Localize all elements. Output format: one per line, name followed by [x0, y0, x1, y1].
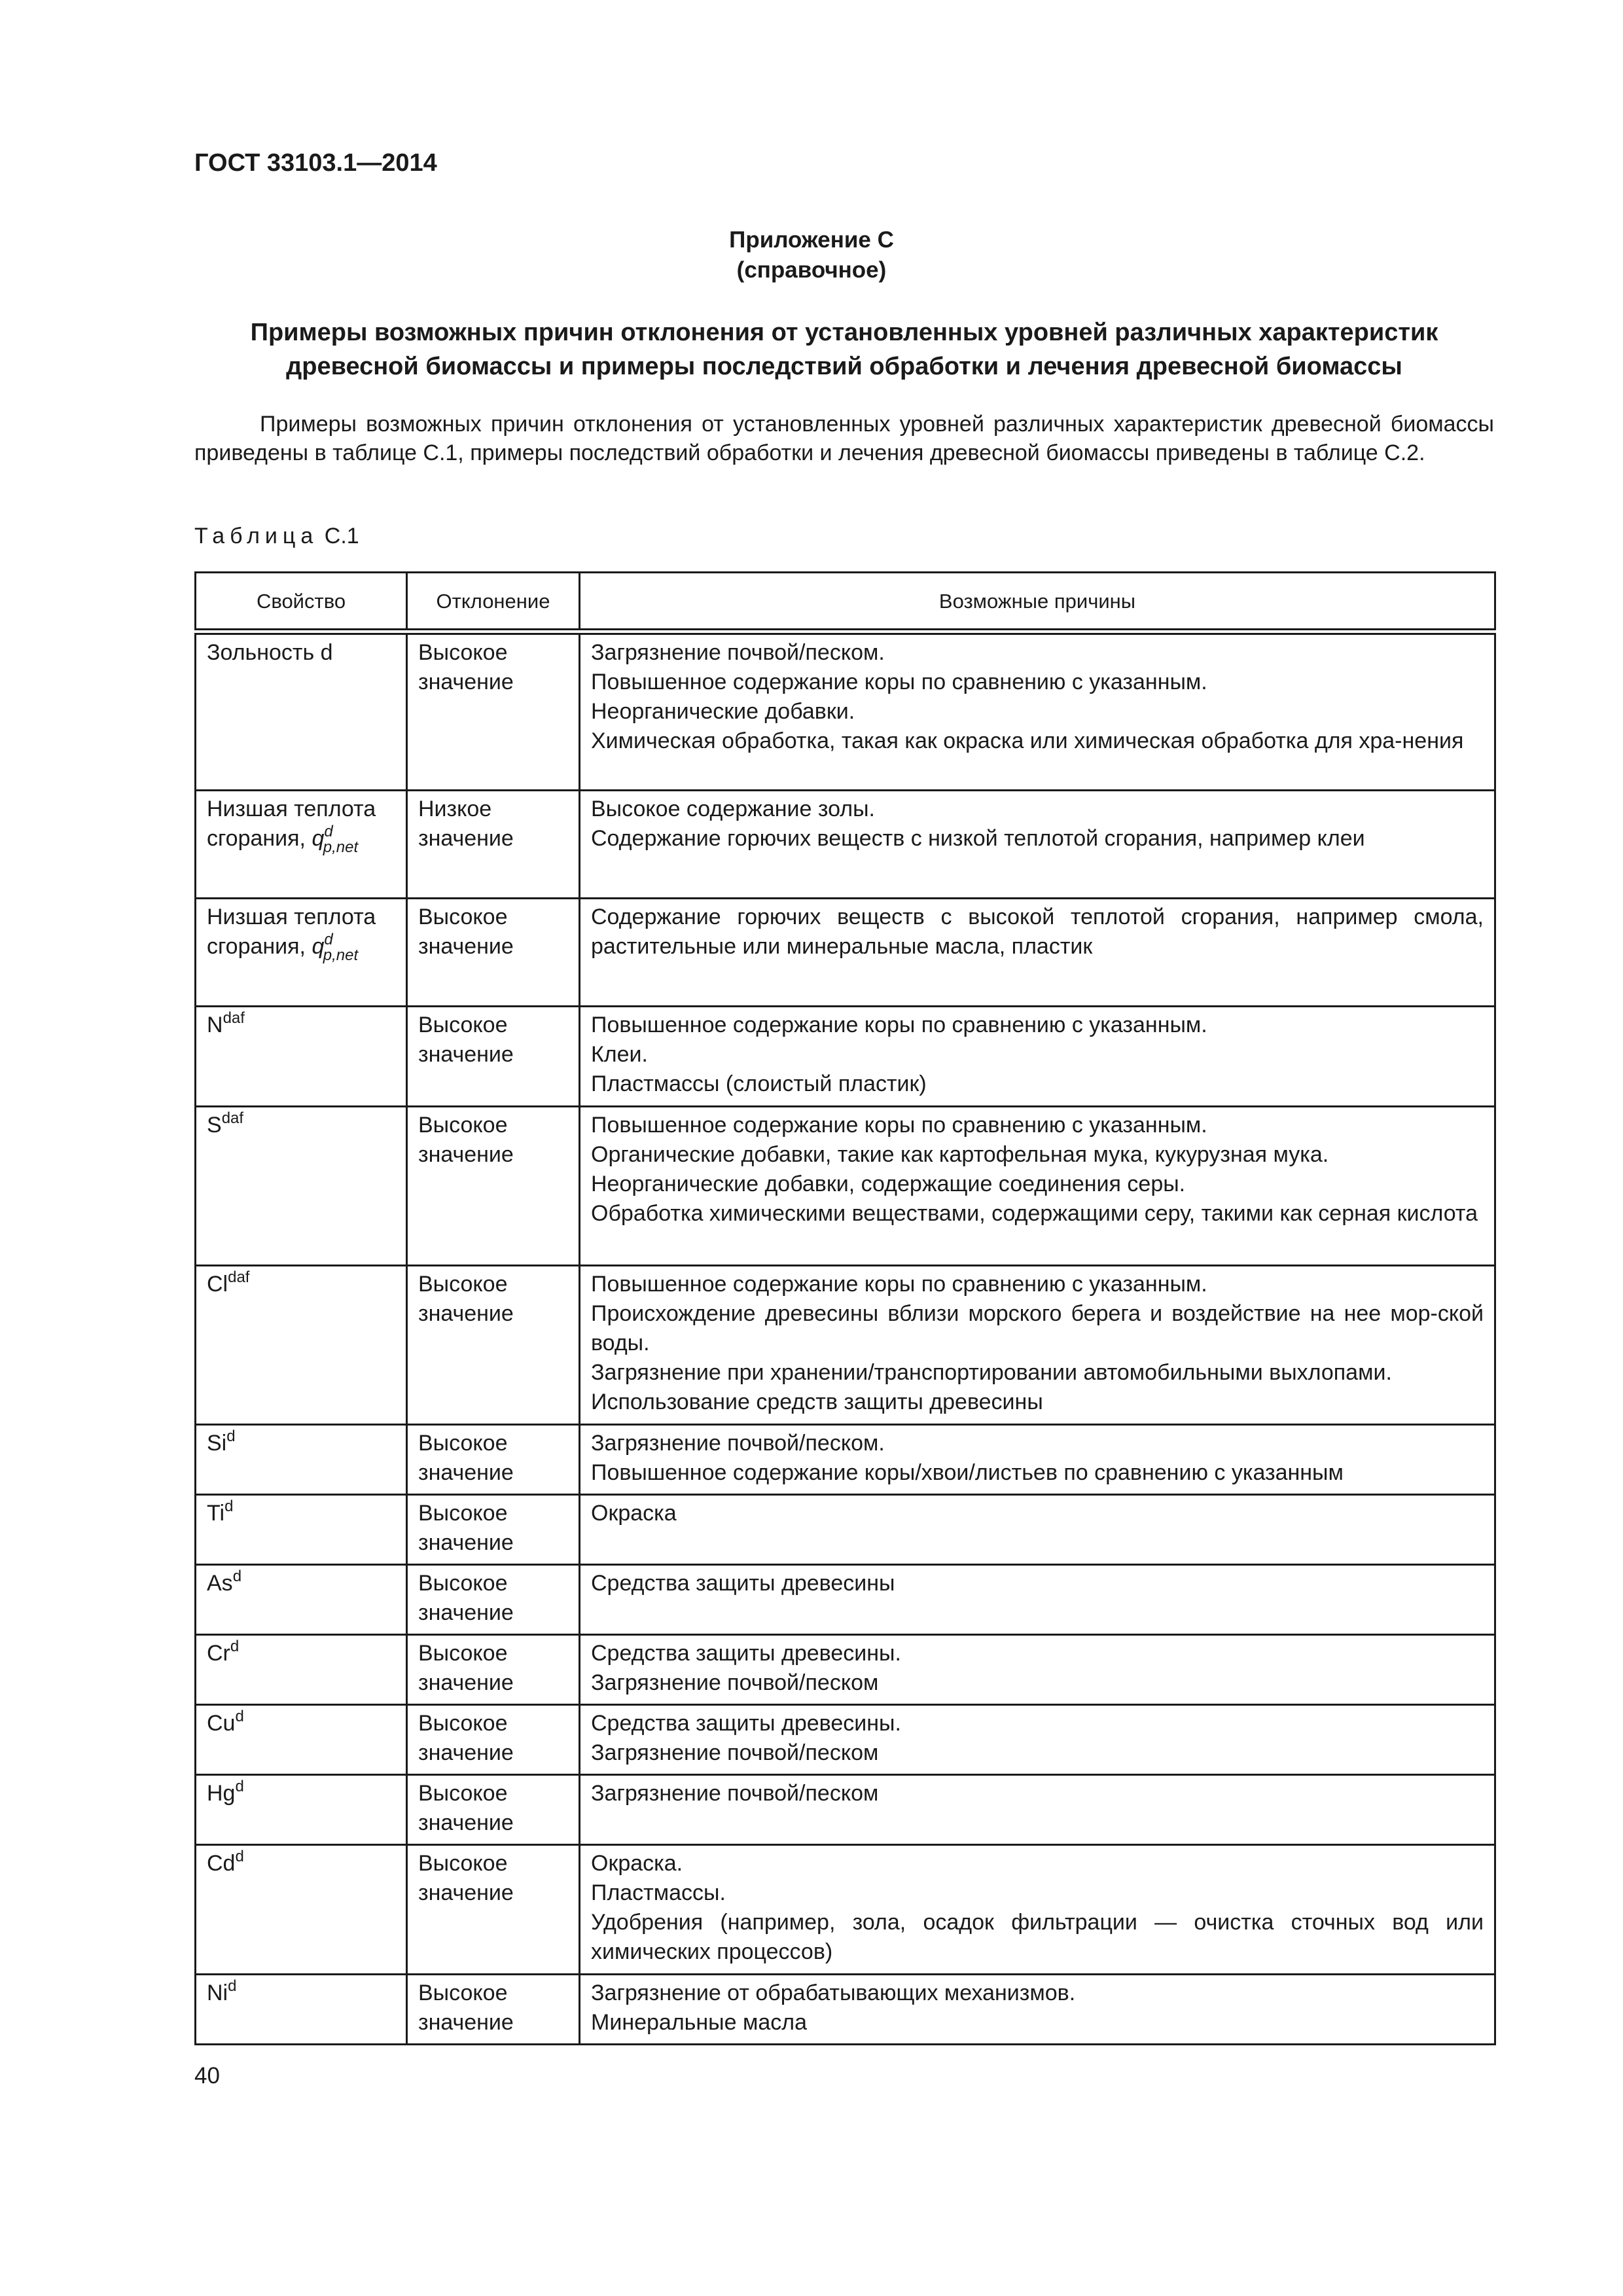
symbol-sub: p,net — [323, 946, 359, 964]
cause-line: Пластмассы (слоистый пластик) — [591, 1071, 927, 1096]
table-row — [196, 1006, 1495, 1106]
table-caption-number: С.1 — [324, 524, 359, 548]
causes-cell — [580, 898, 1495, 1006]
cause-line: Химическая обработка, такая как окраска или химическая обработка для хра-нения — [591, 728, 1464, 753]
cause-line: Содержание горючих веществ с низкой теплотой сгорания, например клеи — [591, 825, 1365, 851]
deviation-line: значение — [418, 1141, 514, 1167]
cause-line: Обработка химическими веществами, содержащими серу, такими как серная кислота — [591, 1200, 1478, 1226]
appendix-label: Приложение С — [729, 227, 894, 253]
causes-cell — [580, 1974, 1495, 2044]
document-code: ГОСТ 33103.1—2014 — [194, 149, 437, 177]
property-cell — [196, 1006, 407, 1106]
deviation-line: Высокое — [418, 1271, 508, 1297]
cause-line: Повышенное содержание коры по сравнению с указанным. — [591, 670, 1207, 694]
causes-cell — [580, 1774, 1495, 1844]
property-cell — [196, 1774, 407, 1844]
appendix-heading-line-1: Примеры возможных причин отклонения от установленных уровней различных характеристик — [250, 319, 1438, 346]
property-superscript: d — [235, 1847, 244, 1865]
deviation-cell — [407, 1774, 580, 1844]
causes-cell — [580, 1424, 1495, 1494]
deviation-line: Высокое — [418, 1710, 508, 1736]
property-superscript: d — [226, 1427, 236, 1445]
deviation-line: Высокое — [418, 904, 508, 929]
table-caption — [194, 524, 359, 549]
property-name: Cd — [207, 1850, 236, 1876]
property-name: Зольность d — [207, 640, 333, 665]
cause-line: Средства защиты древесины. — [591, 1640, 901, 1666]
symbol-base: q — [312, 933, 325, 959]
cause-line: Средства защиты древесины. — [591, 1710, 901, 1736]
intro-paragraph: Примеры возможных причин отклонения от установленных уровней различных характеристик древесной биомассы приведены в таблице С.1, примеры последствий обработки и лечения древесной биомассы приведены в таблице С.2. — [194, 412, 1494, 465]
cause-line: Средства защиты древесины — [591, 1570, 895, 1596]
deviation-line: значение — [418, 1530, 514, 1555]
deviation-line: Низкое — [418, 796, 492, 821]
property-name: Cr — [207, 1640, 230, 1666]
property-cell — [196, 1704, 407, 1774]
property-cell — [196, 898, 407, 1006]
property-cell — [196, 790, 407, 898]
property-name: Ti — [207, 1500, 225, 1526]
cause-line: Загрязнение почвой/песком. — [591, 1430, 885, 1456]
deviation-line: значение — [418, 1740, 514, 1765]
property-cell — [196, 1634, 407, 1704]
symbol-base: q — [312, 825, 325, 851]
causes-cell — [580, 1265, 1495, 1424]
property-name: N — [207, 1012, 223, 1037]
deviation-line: Высокое — [418, 1980, 508, 2005]
causes-cell — [580, 1704, 1495, 1774]
cause-line: Использование средств защиты древесины — [591, 1389, 1043, 1414]
table-row — [196, 1106, 1495, 1265]
deviation-cell — [407, 1106, 580, 1265]
deviation-line: Высокое — [418, 1640, 508, 1666]
table-row — [196, 1564, 1495, 1634]
cause-line: Повышенное содержание коры по сравнению с указанным. — [591, 1112, 1207, 1138]
cause-line: Удобрения (например, зола, осадок фильтрации — очистка сточных вод или химических процессов) — [591, 1909, 1484, 1964]
property-name: As — [207, 1570, 233, 1596]
table-row — [196, 1704, 1495, 1774]
symbol-sub: p,net — [323, 838, 359, 856]
cause-line: Содержание горючих веществ с высокой теплотой сгорания, например смола, растительные или минеральные масла, пластик — [591, 904, 1484, 959]
property-superscript: d — [230, 1637, 240, 1655]
header-property: Свойство — [196, 573, 407, 632]
property-name: Cu — [207, 1710, 236, 1736]
deviation-line: значение — [418, 825, 514, 851]
deviation-line: значение — [418, 1880, 514, 1905]
deviation-cell — [407, 790, 580, 898]
property-superscript: d — [232, 1567, 242, 1585]
cause-line: Повышенное содержание коры по сравнению с указанным. — [591, 1271, 1207, 1297]
causes-cell — [580, 790, 1495, 898]
deviation-line: Высокое — [418, 1112, 508, 1138]
cause-line: Высокое содержание золы. — [591, 796, 875, 821]
property-cell — [196, 1844, 407, 1974]
deviation-line: значение — [418, 1670, 514, 1695]
cause-line: Загрязнение при хранении/транспортировании автомобильными выхлопами. — [591, 1359, 1392, 1385]
symbol-sup: d — [324, 930, 333, 948]
cause-line: Органические добавки, такие как картофельная мука, кукурузная мука. — [591, 1141, 1329, 1167]
appendix-heading-line-2: древесной биомассы и примеры последствий обработки и лечения древесной биомассы — [286, 353, 1402, 380]
deviation-line: значение — [418, 670, 514, 694]
deviation-line: значение — [418, 1300, 514, 1326]
deviation-line: значение — [418, 1460, 514, 1485]
deviation-cell — [407, 1265, 580, 1424]
deviation-cell — [407, 1844, 580, 1974]
cause-line: Неорганические добавки, содержащие соединения серы. — [591, 1171, 1186, 1196]
property-superscript: d — [228, 1977, 237, 1995]
property-superscript: d — [224, 1497, 234, 1515]
deviation-line: Высокое — [418, 1012, 508, 1037]
deviation-line: Высокое — [418, 1850, 508, 1876]
table-row — [196, 898, 1495, 1006]
property-name: Cl — [207, 1271, 228, 1297]
property-cell — [196, 1494, 407, 1564]
property-superscript: daf — [223, 1009, 245, 1027]
property-superscript: d — [235, 1777, 244, 1795]
deviation-line: значение — [418, 1041, 514, 1067]
property-name: Низшая теплота — [207, 904, 376, 929]
table-row — [196, 1634, 1495, 1704]
property-name: сгорания, — [207, 825, 306, 851]
table-row — [196, 1974, 1495, 2044]
cause-line: Неорганические добавки. — [591, 699, 855, 724]
property-name: Низшая теплота — [207, 796, 376, 821]
cause-line: Загрязнение почвой/песком — [591, 1780, 879, 1806]
header-deviation: Отклонение — [407, 573, 580, 632]
property-name: Ni — [207, 1980, 228, 2005]
property-superscript: daf — [228, 1268, 250, 1286]
deviation-cell — [407, 1974, 580, 2044]
deviation-cell — [407, 1704, 580, 1774]
table-row — [196, 1424, 1495, 1494]
table-row — [196, 1844, 1495, 1974]
cause-line: Происхождение древесины вблизи морского берега и воздействие на нее мор-ской воды. — [591, 1300, 1484, 1355]
deviation-line: значение — [418, 933, 514, 959]
deviation-line: Высокое — [418, 1570, 508, 1596]
cause-line: Загрязнение от обрабатывающих механизмов. — [591, 1980, 1076, 2005]
cause-line: Окраска — [591, 1500, 677, 1526]
deviation-cell — [407, 1424, 580, 1494]
property-name: Hg — [207, 1780, 236, 1806]
property-cell — [196, 1424, 407, 1494]
cause-line: Загрязнение почвой/песком. — [591, 640, 885, 665]
cause-line: Окраска. — [591, 1850, 683, 1876]
table-row — [196, 1265, 1495, 1424]
cause-line: Загрязнение почвой/песком — [591, 1740, 879, 1765]
table-row — [196, 1494, 1495, 1564]
causes-cell — [580, 1844, 1495, 1974]
table-row — [196, 1774, 1495, 1844]
causes-table — [194, 571, 1496, 2045]
page-number: 40 — [194, 2063, 220, 2089]
deviation-line: Высокое — [418, 640, 508, 665]
deviation-line: Высокое — [418, 1430, 508, 1456]
deviation-line: Высокое — [418, 1780, 508, 1806]
deviation-line: значение — [418, 1810, 514, 1835]
property-symbol — [312, 930, 359, 964]
cause-line: Повышенное содержание коры по сравнению с указанным. — [591, 1012, 1207, 1037]
cause-line: Повышенное содержание коры/хвои/листьев по сравнению с указанным — [591, 1460, 1344, 1485]
causes-cell — [580, 1106, 1495, 1265]
property-cell — [196, 1974, 407, 2044]
property-name: S — [207, 1112, 222, 1138]
causes-cell — [580, 632, 1495, 790]
deviation-cell — [407, 1564, 580, 1634]
table-header-row — [196, 573, 1495, 632]
deviation-cell — [407, 1494, 580, 1564]
property-name: Si — [207, 1430, 227, 1456]
property-cell — [196, 1564, 407, 1634]
cause-line: Пластмассы. — [591, 1880, 726, 1905]
causes-cell — [580, 1006, 1495, 1106]
deviation-line: значение — [418, 1600, 514, 1625]
property-name: сгорания, — [207, 933, 306, 959]
property-cell — [196, 632, 407, 790]
cause-line: Загрязнение почвой/песком — [591, 1670, 879, 1695]
property-symbol — [312, 822, 359, 856]
causes-cell — [580, 1634, 1495, 1704]
appendix-type: (справочное) — [736, 257, 887, 283]
property-cell — [196, 1106, 407, 1265]
deviation-cell — [407, 1634, 580, 1704]
symbol-sup: d — [324, 822, 333, 840]
causes-cell — [580, 1564, 1495, 1634]
table-row — [196, 790, 1495, 898]
table-caption-word: Таблица — [194, 524, 319, 548]
causes-cell — [580, 1494, 1495, 1564]
table-row — [196, 632, 1495, 790]
deviation-cell — [407, 632, 580, 790]
property-superscript: daf — [221, 1109, 244, 1127]
deviation-line: значение — [418, 2009, 514, 2035]
property-cell — [196, 1265, 407, 1424]
cause-line: Минеральные масла — [591, 2009, 807, 2035]
deviation-cell — [407, 1006, 580, 1106]
cause-line: Клеи. — [591, 1041, 648, 1067]
header-causes: Возможные причины — [580, 573, 1495, 632]
deviation-line: Высокое — [418, 1500, 508, 1526]
deviation-cell — [407, 898, 580, 1006]
property-superscript: d — [235, 1707, 244, 1725]
